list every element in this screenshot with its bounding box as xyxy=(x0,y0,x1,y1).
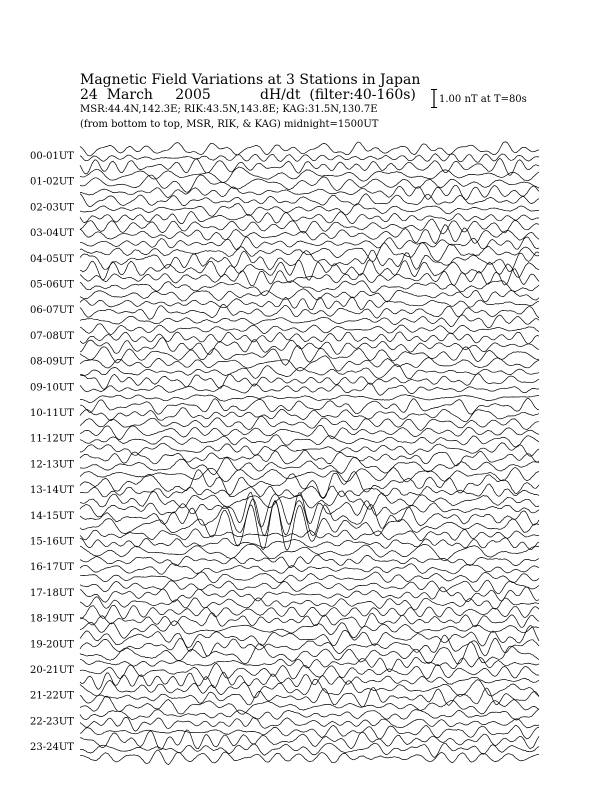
trace-23-24UT-MSR xyxy=(80,730,539,750)
trace-09-10UT-KAG xyxy=(80,395,539,403)
trace-18-19UT-KAG xyxy=(80,621,539,638)
trace-01-02UT-RIK xyxy=(80,175,539,192)
trace-21-22UT-MSR xyxy=(80,679,539,698)
trace-00-01UT-RIK xyxy=(80,154,539,163)
trace-13-14UT-MSR xyxy=(80,470,539,499)
trace-17-18UT-MSR xyxy=(80,580,539,594)
trace-06-07UT-RIK xyxy=(80,304,539,319)
quantity-label: dH/dt (filter:40-160s) xyxy=(260,87,416,103)
trace-15-16UT-RIK xyxy=(80,538,539,550)
trace-02-03UT-RIK xyxy=(80,204,539,217)
hour-label-14-15UT: 14-15UT xyxy=(30,510,74,522)
hour-label-01-02UT: 01-02UT xyxy=(30,176,74,188)
trace-12-13UT-RIK xyxy=(80,457,539,474)
hour-label-22-23UT: 22-23UT xyxy=(30,716,74,728)
trace-04-05UT-KAG xyxy=(80,260,539,281)
hour-label-21-22UT: 21-22UT xyxy=(30,690,74,702)
trace-06-07UT-MSR xyxy=(80,297,539,310)
trace-09-10UT-RIK xyxy=(80,383,539,395)
traces xyxy=(80,142,539,765)
date-label: 24 March 2005 xyxy=(80,87,211,103)
hour-label-06-07UT: 06-07UT xyxy=(30,305,74,317)
trace-23-24UT-RIK xyxy=(80,743,539,757)
trace-13-14UT-RIK xyxy=(80,484,539,498)
trace-01-02UT-MSR xyxy=(80,167,539,182)
hour-label-03-04UT: 03-04UT xyxy=(30,228,74,240)
trace-05-06UT-KAG xyxy=(80,289,539,302)
trace-14-15UT-RIK xyxy=(80,499,539,536)
trace-01-02UT-KAG xyxy=(80,185,539,200)
trace-07-08UT-RIK xyxy=(80,332,539,344)
trace-03-04UT-MSR xyxy=(80,219,539,234)
trace-08-09UT-RIK xyxy=(80,356,539,371)
hour-label-13-14UT: 13-14UT xyxy=(30,485,74,497)
trace-10-11UT-KAG xyxy=(80,416,539,430)
trace-order-note: (from bottom to top, MSR, RIK, & KAG) midnight=1500UT xyxy=(80,119,379,130)
trace-10-11UT-MSR xyxy=(80,398,539,414)
trace-22-23UT-RIK xyxy=(80,717,539,731)
hour-label-23-24UT: 23-24UT xyxy=(30,742,74,754)
trace-19-20UT-KAG xyxy=(80,642,539,664)
trace-22-23UT-MSR xyxy=(80,709,539,720)
hour-label-20-21UT: 20-21UT xyxy=(30,665,74,676)
hour-label-17-18UT: 17-18UT xyxy=(30,587,74,599)
trace-02-03UT-MSR xyxy=(80,194,539,207)
trace-07-08UT-MSR xyxy=(80,324,539,335)
trace-07-08UT-KAG xyxy=(80,338,539,355)
hour-label-04-05UT: 04-05UT xyxy=(30,253,74,265)
hour-label-02-03UT: 02-03UT xyxy=(30,202,74,214)
trace-16-17UT-MSR xyxy=(80,555,539,568)
hour-label-12-13UT: 12-13UT xyxy=(30,459,74,471)
trace-11-12UT-RIK xyxy=(80,435,539,448)
trace-20-21UT-RIK xyxy=(80,663,539,679)
trace-18-19UT-RIK xyxy=(80,613,539,628)
trace-17-18UT-RIK xyxy=(80,587,539,602)
trace-19-20UT-MSR xyxy=(80,626,539,648)
hour-label-11-12UT: 11-12UT xyxy=(30,433,74,445)
hour-label-15-16UT: 15-16UT xyxy=(30,536,74,548)
trace-08-09UT-KAG xyxy=(80,364,539,379)
hour-label-08-09UT: 08-09UT xyxy=(30,356,74,368)
trace-13-14UT-KAG xyxy=(80,491,539,509)
hour-label-09-10UT: 09-10UT xyxy=(30,382,74,394)
hour-label-10-11UT: 10-11UT xyxy=(30,408,74,419)
scale-label: 1.00 nT at T=80s xyxy=(439,94,527,105)
trace-16-17UT-KAG xyxy=(80,572,539,583)
trace-19-20UT-RIK xyxy=(80,635,539,656)
trace-20-21UT-KAG xyxy=(80,672,539,689)
trace-06-07UT-KAG xyxy=(80,315,539,328)
trace-00-01UT-MSR xyxy=(80,142,539,156)
trace-05-06UT-MSR xyxy=(80,269,539,286)
hour-label-19-20UT: 19-20UT xyxy=(30,639,74,651)
hour-label-07-08UT: 07-08UT xyxy=(30,330,74,342)
hour-labels xyxy=(30,151,74,753)
hour-label-18-19UT: 18-19UT xyxy=(30,613,74,625)
trace-03-04UT-KAG xyxy=(80,237,539,250)
hour-label-16-17UT: 16-17UT xyxy=(30,562,74,574)
trace-00-01UT-KAG xyxy=(80,158,539,175)
station-coordinates: MSR:44.4N,142.3E; RIK:43.5N,143.8E; KAG:31.5N,130.7E xyxy=(80,104,378,115)
chart-title: Magnetic Field Variations at 3 Stations in Japan xyxy=(80,72,421,88)
hour-label-05-06UT: 05-06UT xyxy=(30,279,74,291)
hour-label-00-01UT: 00-01UT xyxy=(30,151,74,162)
trace-02-03UT-KAG xyxy=(80,212,539,224)
trace-17-18UT-KAG xyxy=(80,597,539,610)
